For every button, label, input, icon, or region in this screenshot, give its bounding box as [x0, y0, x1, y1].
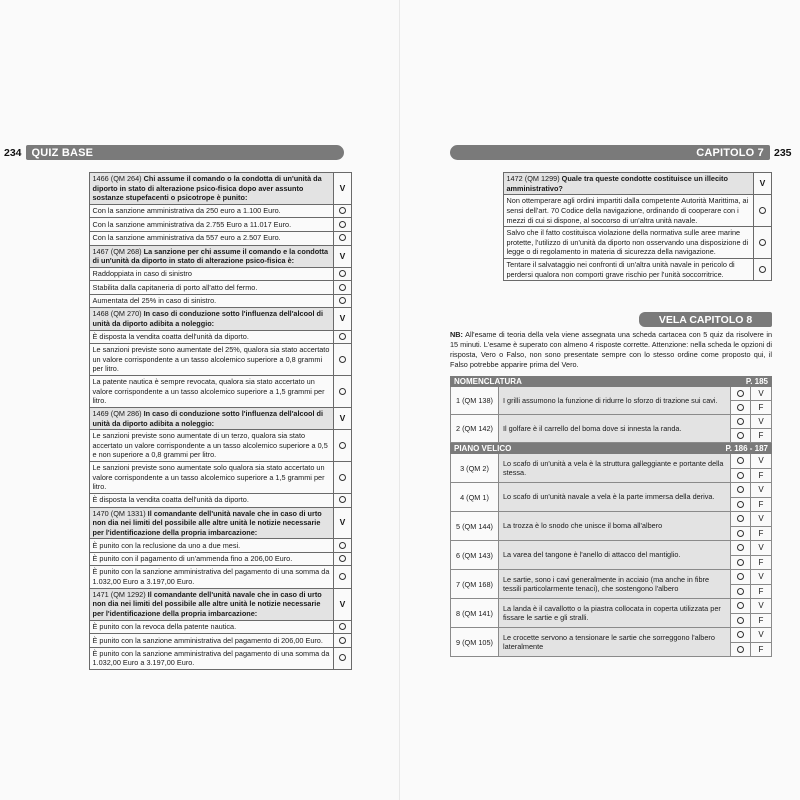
true-false-options: [731, 628, 772, 656]
question-row: [37, 507, 352, 539]
answer-circle-cell[interactable]: [731, 628, 751, 642]
answer-circle-cell[interactable]: [731, 643, 751, 657]
answer-circle-cell[interactable]: [731, 498, 751, 512]
statement-text: La varea del tangone è l'anello di attacco del mantiglio.: [499, 541, 731, 569]
statement-text: Lo scafo di un'unità navale a vela è la parte immersa della deriva.: [499, 483, 731, 511]
circle-icon[interactable]: [737, 390, 744, 397]
circle-icon[interactable]: [339, 356, 346, 363]
false-option[interactable]: [731, 643, 772, 657]
question-side-cell: [450, 173, 503, 281]
answer-option-text: La patente nautica è sempre revocata, qualora sia stato accertato un valore corrispondente a un tasso alcolemico superiore a 1,5 grammi per litro.: [89, 376, 334, 408]
answer-circle-cell[interactable]: [754, 195, 772, 227]
section-title: QUIZ BASE: [26, 145, 344, 160]
circle-icon[interactable]: [737, 515, 744, 522]
true-mark: V: [334, 173, 352, 205]
question-row: [37, 588, 352, 620]
answer-circle-cell[interactable]: [334, 218, 352, 232]
true-label: V: [751, 541, 772, 555]
true-false-row: [450, 483, 772, 512]
true-mark: V: [334, 245, 352, 267]
section-page: P. 185: [745, 377, 768, 386]
answer-option-text: È punito con la sanzione amministrativa del pagamento di una somma da 1.032,00 Euro a 3.197,00 Euro.: [89, 647, 334, 669]
item-number: 5 (QM 144): [451, 512, 499, 540]
question-row: [37, 308, 352, 330]
answer-option-text: Aumentata del 25% in caso di sinistro.: [89, 294, 334, 308]
question-text-cell: [89, 407, 334, 429]
item-number: 6 (QM 143): [451, 541, 499, 569]
true-false-row: [450, 541, 772, 570]
circle-icon[interactable]: [737, 573, 744, 580]
answer-circle-cell[interactable]: [731, 454, 751, 468]
circle-icon[interactable]: [737, 404, 744, 411]
question-side-cell: [37, 173, 89, 246]
answer-circle-cell[interactable]: [754, 259, 772, 281]
answer-option-text: Con la sanzione amministrativa da 250 euro a 1.100 Euro.: [89, 204, 334, 218]
answer-circle-cell[interactable]: [334, 294, 352, 308]
question-ref: 1471 (QM 1292): [92, 589, 146, 599]
question-side-cell: [37, 588, 89, 669]
circle-icon[interactable]: [339, 284, 346, 291]
circle-icon[interactable]: [339, 270, 346, 277]
answer-circle-cell[interactable]: [334, 539, 352, 553]
circle-icon[interactable]: [339, 474, 346, 481]
false-option[interactable]: [731, 498, 772, 512]
question-side-cell: [37, 245, 89, 308]
circle-icon[interactable]: [339, 442, 346, 449]
circle-icon[interactable]: [339, 221, 346, 228]
answer-circle-cell[interactable]: [334, 647, 352, 669]
circle-icon[interactable]: [737, 432, 744, 439]
question-text-cell: [89, 588, 334, 620]
circle-icon[interactable]: [339, 573, 346, 580]
false-label: F: [751, 614, 772, 628]
true-label: V: [751, 628, 772, 642]
question-ref: 1468 (QM 270): [92, 309, 142, 319]
answer-circle-cell[interactable]: [731, 401, 751, 414]
false-label: F: [751, 498, 772, 512]
true-label: V: [751, 512, 772, 526]
section-page: P. 186 - 187: [725, 444, 768, 453]
nb-paragraph: [450, 330, 772, 369]
answer-circle-cell[interactable]: [731, 599, 751, 613]
circle-icon[interactable]: [737, 457, 744, 464]
answer-circle-cell[interactable]: [334, 281, 352, 295]
right-page-header: [450, 144, 792, 161]
answer-option-text: È disposta la vendita coatta dell'unità da diporto.: [89, 493, 334, 507]
item-number: 9 (QM 105): [451, 628, 499, 656]
answer-circle-cell[interactable]: [731, 387, 751, 400]
circle-icon[interactable]: [737, 544, 744, 551]
answer-option-text: Le sanzioni previste sono aumentate solo qualora sia stato accertato un valore corrispondente a un tasso alcolemico superiore a 1,5 grammi per litro.: [89, 462, 334, 494]
false-option[interactable]: [731, 585, 772, 599]
circle-icon[interactable]: [737, 631, 744, 638]
true-label: V: [751, 415, 772, 428]
question-text: In caso di conduzione sotto l'influenza dell'alcool di unità da diporto adibita a noleggio:: [92, 408, 324, 428]
question-ref: 1470 (QM 1331): [92, 508, 146, 518]
answer-circle-cell[interactable]: [334, 493, 352, 507]
true-false-options: [731, 415, 772, 442]
item-number: 4 (QM 1): [451, 483, 499, 511]
answer-circle-cell[interactable]: [731, 541, 751, 555]
true-false-options: [731, 387, 772, 414]
true-mark: V: [334, 407, 352, 429]
true-label: V: [751, 570, 772, 584]
circle-icon[interactable]: [737, 472, 744, 479]
item-number: 7 (QM 168): [451, 570, 499, 598]
question-text-cell: [503, 173, 754, 195]
answer-circle-cell[interactable]: [731, 585, 751, 599]
question-text: In caso di conduzione sotto l'influenza dell'alcool di unità da diporto adibita a noleggio:: [92, 309, 324, 329]
true-option[interactable]: [731, 570, 772, 585]
question-ref: 1472 (QM 1299): [506, 174, 560, 183]
question-text-cell: [89, 245, 334, 267]
answer-circle-cell[interactable]: [334, 376, 352, 408]
true-false-row: [450, 454, 772, 483]
circle-icon[interactable]: [339, 542, 346, 549]
circle-icon[interactable]: [759, 266, 766, 273]
answer-circle-cell[interactable]: [334, 430, 352, 462]
circle-icon[interactable]: [339, 297, 346, 304]
nb-text: All'esame di teoria della vela viene assegnata una scheda cartacea con 5 quiz da risolvere in 15 minuti. L'esame è superato con almeno 4 risposte corrette. Attenzione: nella scheda le opzioni di risposta, Vero o Falso, non sono presentate sempre con lo stesso ordine come proposto qui, il Falso potrebbe apparire prima del Vero.: [450, 330, 772, 369]
answer-option-text: È punito con la reclusione da uno a due mesi.: [89, 539, 334, 553]
answer-circle-cell[interactable]: [731, 415, 751, 428]
question-row: [37, 173, 352, 205]
vela-chapter-title: VELA CAPITOLO 8: [639, 312, 772, 327]
circle-icon[interactable]: [339, 207, 346, 214]
question-text-cell: [89, 507, 334, 539]
false-label: F: [751, 527, 772, 541]
true-false-row: [450, 628, 772, 657]
true-label: V: [751, 387, 772, 400]
statement-text: Le sartie, sono i cavi generalmente in acciaio (ma anche in fibre tessili particolarmente tenaci), che sostengono l'albero: [499, 570, 731, 598]
answer-option-text: È punito con la sanzione amministrativa del pagamento di una somma da 1.032,00 Euro a 3.197,00 Euro.: [89, 566, 334, 588]
left-page-header: [4, 144, 344, 161]
answer-option-text: È punito con il pagamento di un'ammenda fino a 206,00 Euro.: [89, 552, 334, 566]
true-option[interactable]: [731, 454, 772, 469]
answer-circle-cell[interactable]: [334, 552, 352, 566]
quiz-table-right: [450, 172, 772, 281]
statement-text: La landa è il cavallotto o la piastra collocata in coperta utilizzata per fissare le sartie e gli stralli.: [499, 599, 731, 627]
question-text-cell: [89, 173, 334, 205]
circle-icon[interactable]: [339, 496, 346, 503]
true-false-row: [450, 415, 772, 443]
answer-option-text: È punito con la sanzione amministrativa del pagamento di 206,00 Euro.: [89, 634, 334, 648]
answer-option-text: Non ottemperare agli ordini impartiti dalla competente Autorità Marittima, ai sensi dell'art. 70 Codice della navigazione, ordinando di cooperare con i mezzi di cui si dispone, al soccorso di un'altra unità navale.: [503, 195, 754, 227]
answer-option-text: Stabilita dalla capitaneria di porto all'atto del fermo.: [89, 281, 334, 295]
circle-icon[interactable]: [339, 388, 346, 395]
question-side-cell: [37, 407, 89, 507]
false-label: F: [751, 643, 772, 657]
answer-circle-cell[interactable]: [334, 462, 352, 494]
question-text-cell: [89, 308, 334, 330]
nb-label: NB:: [450, 330, 463, 339]
circle-icon[interactable]: [339, 637, 346, 644]
circle-icon[interactable]: [339, 234, 346, 241]
statement-text: La trozza è lo snodo che unisce il boma all'albero: [499, 512, 731, 540]
answer-circle-cell[interactable]: [334, 231, 352, 245]
circle-icon[interactable]: [759, 239, 766, 246]
section-title: PIANO VELICO: [454, 444, 512, 453]
answer-option-text: Tentare il salvataggio nei confronti di un'altra unità navale in pericolo di perdersi qualora non comporti grave rischio per l'unità soccorritrice.: [503, 259, 754, 281]
true-false-row: [450, 387, 772, 415]
circle-icon[interactable]: [737, 588, 744, 595]
true-false-options: [731, 454, 772, 482]
answer-circle-cell[interactable]: [731, 512, 751, 526]
vela-quiz-table: [450, 376, 772, 657]
item-number: 3 (QM 2): [451, 454, 499, 482]
true-mark: V: [334, 507, 352, 539]
item-number: 1 (QM 138): [451, 387, 499, 414]
true-false-options: [731, 599, 772, 627]
circle-icon[interactable]: [339, 623, 346, 630]
false-option[interactable]: [731, 527, 772, 541]
true-option[interactable]: [731, 387, 772, 401]
question-row: [37, 245, 352, 267]
answer-circle-cell[interactable]: [754, 227, 772, 259]
true-false-row: [450, 570, 772, 599]
question-text: La sanzione per chi assume il comando e la condotta di un'unità da diporto in stato di alterazione psico-fisica è:: [92, 246, 329, 266]
answer-option-text: È punito con la revoca della patente nautica.: [89, 620, 334, 634]
false-label: F: [751, 469, 772, 483]
statement-text: Lo scafo di un'unità a vela è la struttura galleggiante e portante della stessa.: [499, 454, 731, 482]
question-ref: 1469 (QM 286): [92, 408, 142, 418]
answer-circle-cell[interactable]: [731, 429, 751, 442]
circle-icon[interactable]: [759, 207, 766, 214]
true-false-options: [731, 570, 772, 598]
statement-text: I grilli assumono la funzione di ridurre lo sforzo di trazione sui cavi.: [499, 387, 731, 414]
question-side-cell: [37, 507, 89, 588]
page-number-right: 235: [774, 146, 792, 159]
answer-circle-cell[interactable]: [334, 344, 352, 376]
false-label: F: [751, 401, 772, 414]
true-mark: V: [754, 173, 772, 195]
false-label: F: [751, 429, 772, 442]
circle-icon[interactable]: [737, 486, 744, 493]
question-row: [450, 173, 772, 195]
circle-icon[interactable]: [737, 602, 744, 609]
answer-option-text: Raddoppiata in caso di sinistro: [89, 267, 334, 281]
true-option[interactable]: [731, 512, 772, 527]
circle-icon[interactable]: [339, 555, 346, 562]
true-label: V: [751, 454, 772, 468]
false-option[interactable]: [731, 614, 772, 628]
true-label: V: [751, 599, 772, 613]
false-option[interactable]: [731, 401, 772, 414]
item-number: 2 (QM 142): [451, 415, 499, 442]
answer-circle-cell[interactable]: [334, 330, 352, 344]
question-side-cell: [37, 308, 89, 408]
quiz-table-left: [37, 172, 352, 670]
question-text: Chi assume il comando o la condotta di un'unità da diporto in stato di alterazione psico-fisica dopo aver assunto sostanze stupefacenti o psicotrope è punito:: [92, 174, 322, 203]
answer-circle-cell[interactable]: [731, 556, 751, 570]
circle-icon[interactable]: [737, 501, 744, 508]
true-false-options: [731, 512, 772, 540]
answer-circle-cell[interactable]: [731, 469, 751, 483]
false-option[interactable]: [731, 556, 772, 570]
answer-circle-cell[interactable]: [334, 267, 352, 281]
question-text: Il comandante dell'unità navale che in caso di urto non dia nei limiti del possibile alle altre unità le notizie necessarie per l'identificazione della propria imbarcazione:: [92, 589, 322, 618]
true-label: V: [751, 483, 772, 497]
section-header: [450, 443, 772, 454]
item-number: 8 (QM 141): [451, 599, 499, 627]
true-mark: V: [334, 588, 352, 620]
answer-option-text: Con la sanzione amministrativa da 557 euro a 2.507 Euro.: [89, 231, 334, 245]
page-number: 234: [4, 146, 22, 159]
true-option[interactable]: [731, 599, 772, 614]
question-ref: 1466 (QM 264): [92, 174, 142, 183]
answer-option-text: È disposta la vendita coatta dell'unità da diporto.: [89, 330, 334, 344]
statement-text: Il golfare è il carrello del boma dove si innesta la randa.: [499, 415, 731, 442]
answer-circle-cell[interactable]: [334, 620, 352, 634]
circle-icon[interactable]: [737, 559, 744, 566]
true-option[interactable]: [731, 541, 772, 556]
false-label: F: [751, 585, 772, 599]
question-row: [37, 407, 352, 429]
circle-icon[interactable]: [737, 530, 744, 537]
true-false-options: [731, 541, 772, 569]
question-text: Quale tra queste condotte costituisce un illecito amministrativo?: [506, 174, 728, 193]
answer-circle-cell[interactable]: [731, 570, 751, 584]
section-title-right: CAPITOLO 7: [450, 145, 770, 160]
answer-option-text: Le sanzioni previste sono aumentate di un terzo, qualora sia stato accertato un valore corrispondente a un tasso alcolemico superiore a 0,5 e non superiore a 0,8 grammi per litro.: [89, 430, 334, 462]
false-option[interactable]: [731, 469, 772, 483]
question-text: Il comandante dell'unità navale che in caso di urto non dia nei limiti del possibile alle altre unità le notizie necessarie per l'identificazione della propria imbarcazione:: [92, 508, 322, 537]
true-false-row: [450, 512, 772, 541]
true-option[interactable]: [731, 483, 772, 498]
circle-icon[interactable]: [339, 654, 346, 661]
answer-circle-cell[interactable]: [731, 614, 751, 628]
answer-option-text: Con la sanzione amministrativa da 2.755 Euro a 11.017 Euro.: [89, 218, 334, 232]
answer-circle-cell[interactable]: [334, 204, 352, 218]
false-label: F: [751, 556, 772, 570]
circle-icon[interactable]: [737, 646, 744, 653]
true-false-row: [450, 599, 772, 628]
true-mark: V: [334, 308, 352, 330]
answer-circle-cell[interactable]: [334, 566, 352, 588]
section-header: [450, 376, 772, 387]
answer-option-text: Salvo che il fatto costituisca violazione della normativa sulle aree marine protette, l'utilizzo di un'unità da diporto non osservando una disposizione di legge o di regolamento in materia di sicurezza della navigazione.: [503, 227, 754, 259]
circle-icon[interactable]: [737, 418, 744, 425]
statement-text: Le crocette servono a tensionare le sartie che sorreggono l'albero lateralmente: [499, 628, 731, 656]
circle-icon[interactable]: [737, 617, 744, 624]
question-ref: 1467 (QM 268): [92, 246, 142, 256]
false-option[interactable]: [731, 429, 772, 442]
answer-circle-cell[interactable]: [334, 634, 352, 648]
answer-circle-cell[interactable]: [731, 483, 751, 497]
circle-icon[interactable]: [339, 333, 346, 340]
answer-circle-cell[interactable]: [731, 527, 751, 541]
answer-option-text: Le sanzioni previste sono aumentate del 25%, qualora sia stato accertato un valore corrispondente a un tasso alcolemico superiore a 0,8 grammi per litro.: [89, 344, 334, 376]
true-option[interactable]: [731, 628, 772, 643]
true-false-options: [731, 483, 772, 511]
section-title: NOMENCLATURA: [454, 377, 522, 386]
true-option[interactable]: [731, 415, 772, 429]
